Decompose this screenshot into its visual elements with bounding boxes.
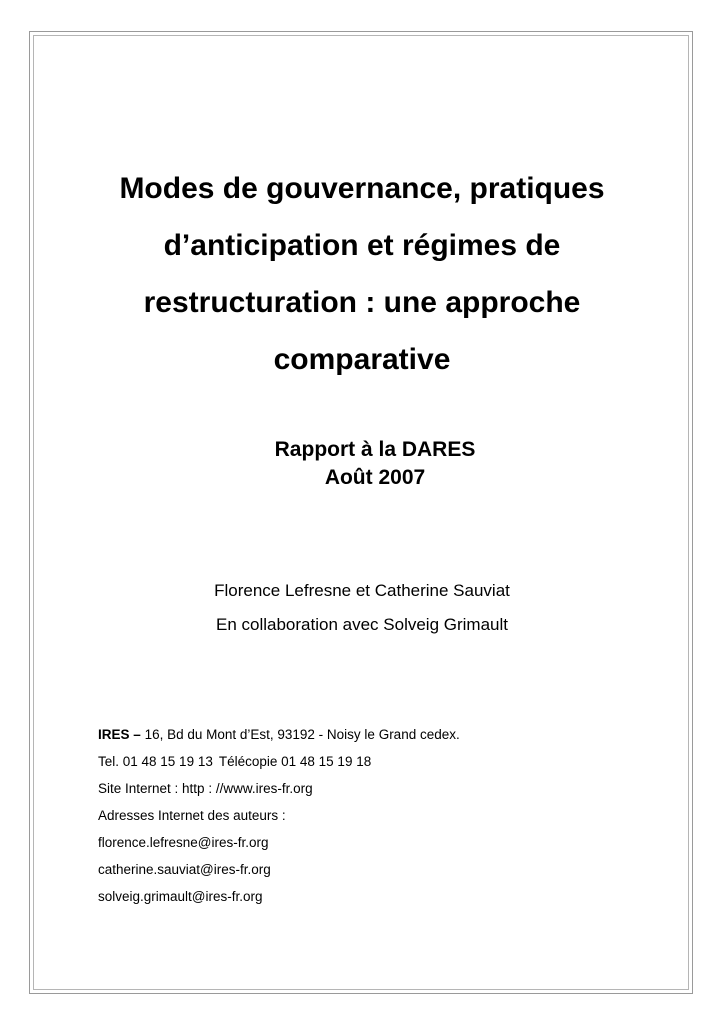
- website-line[interactable]: Site Internet : http : //www.ires-fr.org: [98, 781, 313, 796]
- title-line: Modes de gouvernance, pratiques: [119, 172, 605, 205]
- telephone: Tel. 01 48 15 19 13: [98, 754, 213, 769]
- emails-label: Adresses Internet des auteurs :: [98, 808, 286, 823]
- email-link[interactable]: florence.lefresne@ires-fr.org: [98, 835, 269, 850]
- report-date: Août 2007: [324, 466, 426, 489]
- collaboration-line: En collaboration avec Solveig Grimault: [216, 615, 508, 634]
- email-link[interactable]: solveig.grimault@ires-fr.org: [98, 889, 263, 904]
- report-info: [200, 436, 550, 492]
- fax: Télécopie 01 48 15 19 18: [218, 754, 372, 769]
- address: 16, Bd du Mont d’Est, 93192 - Noisy le Grand cedex.: [144, 727, 460, 742]
- authors-block: [120, 574, 604, 642]
- document-title: [60, 160, 664, 388]
- address-line: [98, 721, 638, 748]
- title-line: restructuration : une approche: [143, 286, 581, 319]
- title-line: d’anticipation et régimes de: [163, 229, 561, 262]
- phone-line: [98, 748, 638, 775]
- report-recipient: Rapport à la DARES: [274, 438, 476, 461]
- email-link[interactable]: catherine.sauviat@ires-fr.org: [98, 862, 271, 877]
- org-dash: –: [133, 727, 141, 742]
- title-line: comparative: [273, 343, 451, 376]
- contact-block: [98, 721, 638, 910]
- org-name: IRES: [98, 727, 130, 742]
- authors-names: Florence Lefresne et Catherine Sauviat: [214, 581, 510, 600]
